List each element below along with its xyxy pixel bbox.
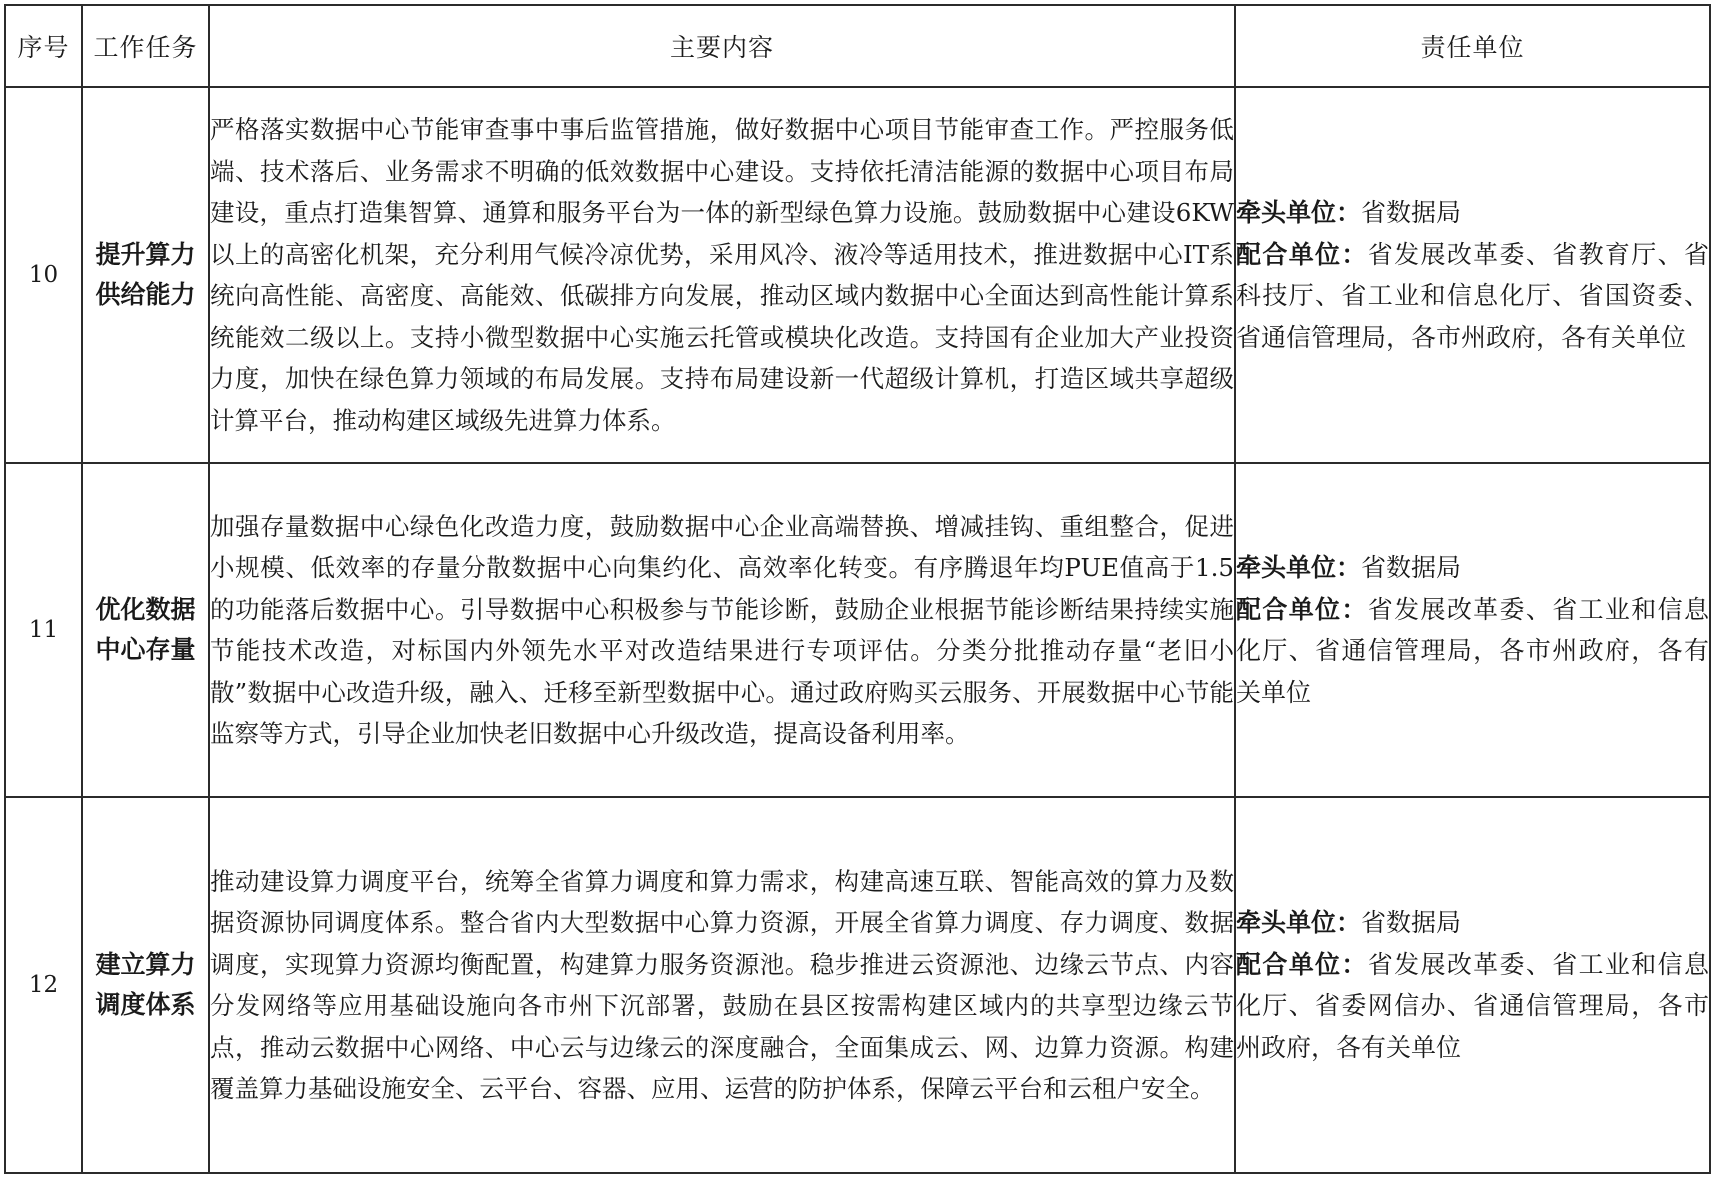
coop-unit-label: 配合单位： [1236,239,1368,269]
coop-unit-value: 省发展改革委、省工业和信息化厅、省委网信办、省通信管理局，各市州政府，各有关单位 [1236,949,1709,1062]
task-table [4,4,1711,1174]
row-task-line: 调度体系 [95,990,196,1019]
coop-unit-label: 配合单位： [1236,594,1368,624]
table-row [5,463,1710,797]
row-content: 推动建设算力调度平台，统筹全省算力调度和算力需求，构建高速互联、智能高效的算力及数据资源协同调度体系。整合省内大型数据中心算力资源，开展全省算力调度、存力调度、数据调度，实现算力资源均衡配置，构建算力服务资源池。稳步推进云资源池、边缘云节点、内容分发网络等应用基础设施向各市州下沉部署，鼓励在县区按需构建区域内的共享型边缘云节点，推动云数据中心网络、中心云与边缘云的深度融合，全面集成云、网、边算力资源。构建覆盖算力基础设施安全、云平台、容器、应用、运营的防护体系，保障云平台和云租户安全。 [209,797,1235,1173]
row-responsible [1235,797,1710,1173]
lead-unit-label: 牵头单位： [1236,908,1362,937]
row-task [82,463,209,797]
row-content: 严格落实数据中心节能审查事中事后监管措施，做好数据中心项目节能审查工作。严控服务低端、技术落后、业务需求不明确的低效数据中心建设。支持依托清洁能源的数据中心项目布局建设，重点打造集智算、通算和服务平台为一体的新型绿色算力设施。鼓励数据中心建设6KW以上的高密化机架，充分利用气候冷凉优势，采用风冷、液冷等适用技术，推进数据中心IT系统向高性能、高密度、高能效、低碳排方向发展，推动区域内数据中心全面达到高性能计算系统能效二级以上。支持小微型数据中心实施云托管或模块化改造。支持国有企业加大产业投资力度，加快在绿色算力领域的布局发展。支持布局建设新一代超级计算机，打造区域共享超级计算平台，推动构建区域级先进算力体系。 [209,87,1235,463]
lead-unit-value: 省数据局 [1361,908,1462,937]
header-serial-number: 序号 [5,5,82,87]
row-task-line: 中心存量 [95,635,196,664]
table-header-row [5,5,1710,87]
row-task-line: 供给能力 [95,280,196,309]
header-work-task: 工作任务 [82,5,209,87]
lead-unit-value: 省数据局 [1361,553,1462,582]
header-responsible-unit: 责任单位 [1235,5,1710,87]
coop-unit-value: 省发展改革委、省工业和信息化厅、省通信管理局，各市州政府，各有关单位 [1236,594,1709,707]
row-task-line: 建立算力 [95,950,196,979]
row-task [82,87,209,463]
row-number: 11 [5,463,82,797]
row-responsible [1235,87,1710,463]
coop-unit-label: 配合单位： [1236,949,1368,979]
row-responsible [1235,463,1710,797]
row-number: 12 [5,797,82,1173]
table-row [5,797,1710,1173]
lead-unit-value: 省数据局 [1361,198,1462,227]
row-number: 10 [5,87,82,463]
row-content: 加强存量数据中心绿色化改造力度，鼓励数据中心企业高端替换、增减挂钩、重组整合，促进小规模、低效率的存量分散数据中心向集约化、高效率化转变。有序腾退年均PUE值高于1.5的功能落后数据中心。引导数据中心积极参与节能诊断，鼓励企业根据节能诊断结果持续实施节能技术改造，对标国内外领先水平对改造结果进行专项评估。分类分批推动存量“老旧小散”数据中心改造升级，融入、迁移至新型数据中心。通过政府购买云服务、开展数据中心节能监察等方式，引导企业加快老旧数据中心升级改造，提高设备利用率。 [209,463,1235,797]
lead-unit-label: 牵头单位： [1236,198,1362,227]
table-row [5,87,1710,463]
coop-unit-value: 省发展改革委、省教育厅、省科技厅、省工业和信息化厅、省国资委、省通信管理局，各市州政府，各有关单位 [1236,239,1709,352]
lead-unit-label: 牵头单位： [1236,553,1362,582]
row-task-line: 提升算力 [95,240,196,269]
row-task-line: 优化数据 [95,595,196,624]
header-main-content: 主要内容 [209,5,1235,87]
row-task [82,797,209,1173]
